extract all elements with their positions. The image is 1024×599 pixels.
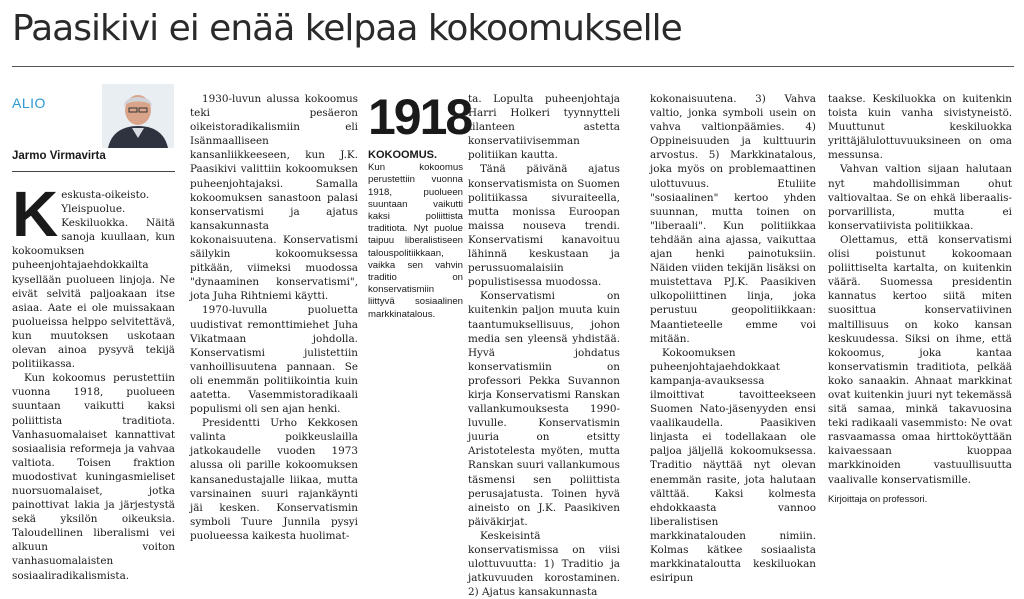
- paragraph: Konservatismi on kuitenkin paljon muuta kuin taantumuksellisuus, johon media sen yleensä yhdistää. Hyvä johdatus konservatismiin on professori Pekka Suvannon kirja Konservatismi Ranskan vallankumouksesta 1990-luvulle. Konservatismin juuria on etsitty Aristotelesta myöten, mutta Ranskan suuri vallankumous täsmensi sen poliittista perusajatusta. Toinen hyvä aineisto on J.K. Paasikiven päiväkirjat.: [468, 290, 620, 528]
- paragraph: 1930-luvun alussa kokoomus teki pesäeron oikeistoradikalismiin eli Isänmaalliseen kansanliikkeeseen, kun J.K. Paasikivi valittiin kokoomuksen puheenjohtajaksi. Samalla kokoomuksen sanastoon palasi konservatismi ja ajatus kansakunnasta kokonaisuutena. Konservatismi säilykin kokoomuksessa pitkään, viimeksi muodossa "dynaaminen konservatismi", jota Juha Rihtniemi käytti.: [190, 93, 358, 303]
- headline-rule: [12, 66, 1014, 67]
- paragraph: Keskeisintä konservatismissa on viisi ulottuvuutta: 1) Traditio ja jatkuvuuden korostaminen. 2) Ajatus kansakunnasta: [468, 529, 620, 599]
- paragraph: Kokoomuksen puheenjohtajaehdokkaat kampanja-avauksessa ilmoittivat tavoitteekseen Suomen Nato-jäsenyyden ensi vaalikaudella. Paasikiven linjasta ei todellakaan ole paljoa jäljellä kokoomuksessa. Traditio näyttää nyt olevan enemmän rasite, jota halutaan välttää. Kaksi kolmesta ehdokkaasta vannoo liberalistisen markkinatalouden nimiin. Kolmas kätkee sosiaalista markkinataloutta keskiluokan esiripun: [650, 346, 816, 585]
- paragraph: Vahvan valtion sijaan halutaan nyt mahdollisimman ohut valtiovaltaa. Se on ehkä liberaalis-porvarillista, mutta ei konservatiivista politiikkaa.: [828, 163, 1012, 232]
- paragraph: 1970-luvulla puoluetta uudistivat remonttimiehet Juha Vikatmaan johdolla. Konservatismi julistettiin vanhoillisuutena pannaan. Se oli enemmän politiikointia kuin aatetta. Vasemmistoradikaali populismi oli sen ajan henki.: [190, 304, 358, 416]
- paragraph: kokonaisuutena. 3) Vahva valtio, jonka symboli usein on vahva valtionpäämies. 4) Oppineisuuden ja kulttuurin arvostus. 5) Markkinatalous, joka myös on problemaattinen ulottuvuus. Etuliite "sosiaalinen" kertoo yhden suunnan, mutta toinen on "liberaali". Kun politiikkaa tehdään aina ajassa, vaikuttaa ajan henki painotuksiin. Näiden viiden tekijän lisäksi on muistettava PJ.K. Paasikiven ulkopoliittinen linja, joka perustuu geopolitiikkaan: Maantieteelle emme voi mitään.: [650, 93, 816, 345]
- author-photo: [102, 84, 174, 148]
- paragraph: taakse. Keskiluokka on kuitenkin toista kuin vanha sivistyneistö. Muuttunut keskiluokka yrittäjälulottuvuuksineen on oma messunsa.: [828, 93, 1012, 162]
- author-name: Jarmo Virmavirta: [12, 150, 106, 162]
- section-label: ALIO: [12, 95, 46, 111]
- paragraph: Kun kokoomus perustettiin vuonna 1918, puolueen suuntaan vaikutti kaksi poliittista traditiota. Vanhasuomalaiset kannattivat sosiaalisia reformeja ja vahvaa valtiota. Toisen fraktion muodostivat kuningasmieliset nuorsuomalaiset, jotka painottivat lakia ja järjestystä sekä yksilön oikeuksia. Taloudellinen liberalismi vei alkuun voiton vanhasuomalaisten sosiaaliradikalismista.: [12, 372, 175, 582]
- sidebar-heading: KOKOOMUS.: [368, 149, 438, 161]
- column-4: [650, 92, 816, 585]
- author-rule: [12, 171, 175, 172]
- headline: Paasikivi ei enää kelpaa kokoomukselle: [12, 8, 682, 49]
- paragraph: Presidentti Urho Kekkosen valinta poikkeuslailla jatkokaudelle vuoden 1973 alussa oli parille kokoomuksen kansanedustajalle liikaa, mutta varsinainen suuri rajankäynti jäi kesken. Konservatismin symboli Tuure Junnila pysyi puolueessa kaikesta huolimat-: [190, 417, 358, 542]
- author-signature: Kirjoittaja on professori.: [828, 493, 928, 505]
- paragraph: ta. Lopulta puheenjohtaja Harri Holkeri tyynnytteli tilanteen astetta konservatiivisemman politiikan kautta.: [468, 93, 620, 162]
- paragraph: Tänä päivänä ajatus konservatismista on Suomen politiikassa sivuraiteella, mutta monissa Euroopan maissa nouseva trendi. Konservatismi kanavoituu lähinnä keskustaan ja perussuomalaisiin populistisessa muodossa.: [468, 163, 620, 289]
- column-1-body: [12, 178, 175, 583]
- sidebar-year: 1918: [368, 89, 472, 145]
- sidebar-text: Kun kokoomus perustettiin vuonna 1918, puolueen suuntaan vaikutti kaksi poliittista traditiota. Nyt puolue taipuu liberalistiseen talouspolitiikkaan, vaikka sen vahvin traditio on konservatismiin liittyvä sosiaalinen markkinatalous.: [368, 162, 463, 320]
- column-3: [468, 92, 620, 599]
- column-2: [190, 92, 358, 543]
- sidebar-factbox: [368, 89, 472, 321]
- paragraph: Olettamus, että konservatismi olisi poistunut kokoomaan poliittiselta kartalta, on kuitenkin väärä. Suomessa presidentin kannatus kertoo siitä miten suosittua konservatiivinen maltillisuus on koko kansan keskuudessa. Siksi on ihme, että kokoomus, joka kantaa konservatismin traditiota, pelkää koko sanaakin. Ahnaat markkinat ovat kuitenkin juuri nyt tekemässä sitä samaa, minkä takavuosina teki radikaali vasemmisto: Ne ovat rasvaamassa omaa hirttoköyttään kaivaessaan kuoppaa markkinoiden vastuullisuutta vaalivalle konservatismille.: [828, 233, 1012, 486]
- paragraph: Keskusta-oikeisto. Yleispuolue. Keskiluokka. Näitä sanoja kuullaan, kun kokoomuksen puheenjohtajaehdokkailta kysellään puolueen linjoja. Ne eivät selvitä paljoakaan itse asiaa. Aate ei ole muissakaan puolueissa helppo selvitettävä, kun muutoksen uskotaan olevan ainoa pysyvä tekijä politiikassa.: [12, 178, 175, 371]
- dropcap: K: [12, 178, 59, 250]
- column-5: [828, 92, 1012, 507]
